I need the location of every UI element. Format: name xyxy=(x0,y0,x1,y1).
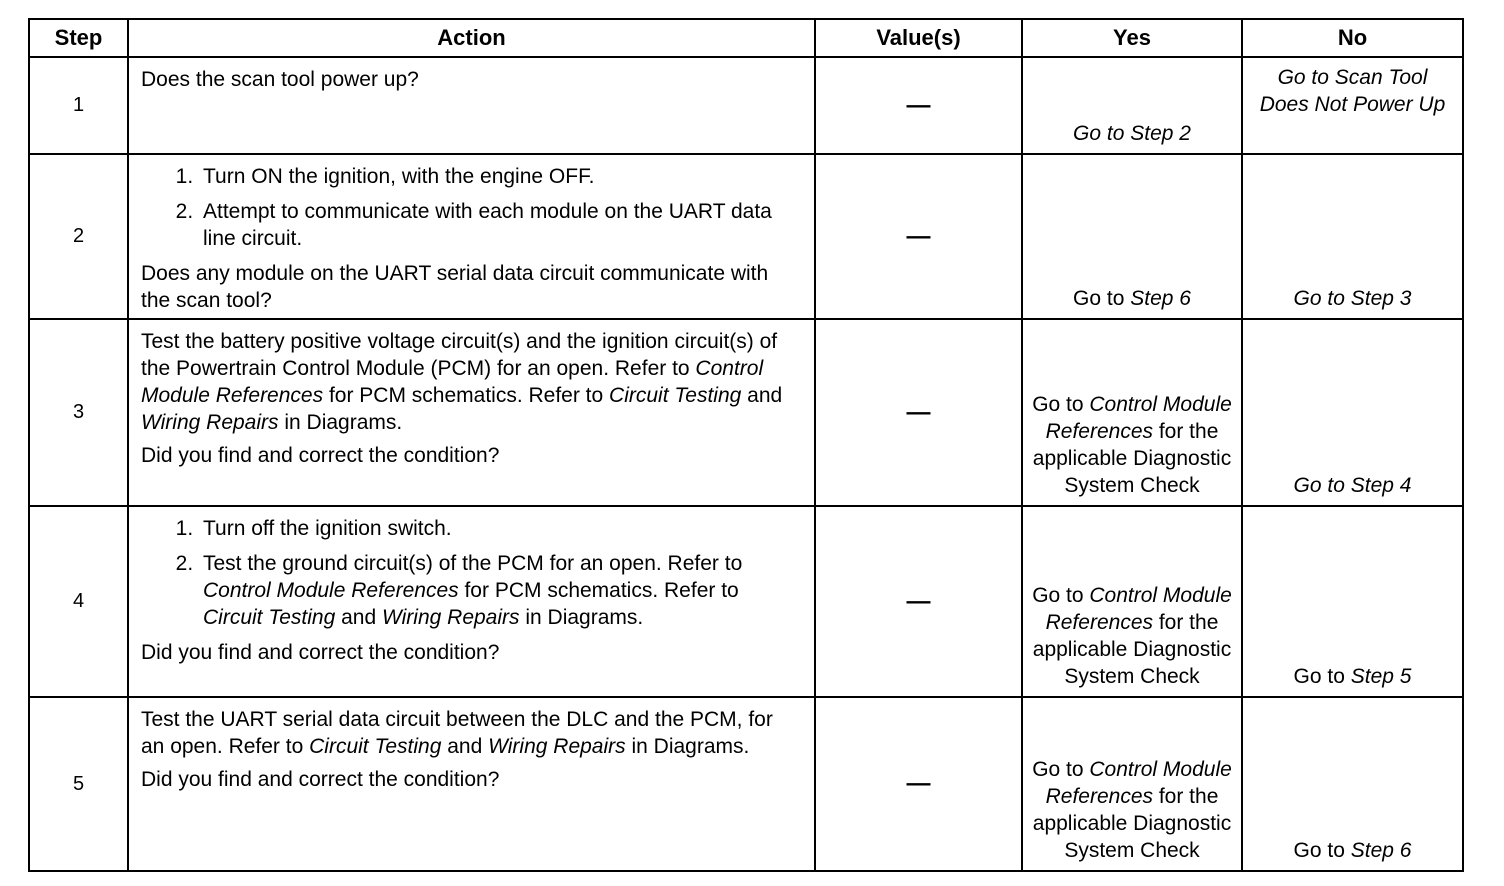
reference-link[interactable]: Circuit Testing xyxy=(309,735,442,758)
instruction-text: Test the UART serial data circuit between the DLC and the PCM, for an open. Refer to xyxy=(141,708,773,758)
action-steps xyxy=(141,163,802,252)
action-steps xyxy=(141,515,802,631)
action-step-item xyxy=(199,550,802,631)
action-step-item: 1. Turn off the ignition switch. xyxy=(199,515,802,542)
instruction-text: Test the ground circuit(s) of the PCM for an open. Refer to xyxy=(203,552,743,575)
instruction-text: and xyxy=(335,606,382,629)
reference-link[interactable]: Circuit Testing xyxy=(609,384,742,407)
step-number: 2 xyxy=(29,154,128,319)
no-link[interactable]: Step 6 xyxy=(1350,839,1412,862)
yes-link[interactable]: Control Module References xyxy=(1045,758,1232,808)
table-row xyxy=(29,506,1463,697)
yes-link[interactable]: Control Module References xyxy=(1045,584,1232,634)
action-cell xyxy=(128,57,815,154)
reference-link[interactable]: Control Module References xyxy=(203,579,459,602)
action-cell xyxy=(128,697,815,871)
step-number: 1 xyxy=(29,57,128,154)
header-action: Action xyxy=(128,19,815,57)
instruction-text: and xyxy=(441,735,489,758)
value-cell: — xyxy=(815,506,1022,697)
no-cell xyxy=(1242,506,1463,697)
no-prefix: Go to xyxy=(1293,665,1351,688)
action-cell xyxy=(128,506,815,697)
table-row xyxy=(29,57,1463,154)
yes-link[interactable]: Go to Step 2 xyxy=(1073,122,1191,145)
reference-link[interactable]: Wiring Repairs xyxy=(488,735,626,758)
yes-suffix: for the applicable Diagnostic System Check xyxy=(1032,611,1232,688)
value-cell: — xyxy=(815,319,1022,506)
step-number: 4 xyxy=(29,506,128,697)
no-link[interactable]: Step 5 xyxy=(1350,665,1412,688)
no-prefix: Go to xyxy=(1293,839,1351,862)
action-cell xyxy=(128,319,815,506)
header-row xyxy=(29,19,1463,57)
instruction-text: for PCM schematics. Refer to xyxy=(458,579,739,602)
diagnostic-table xyxy=(28,18,1464,872)
yes-link[interactable]: Step 6 xyxy=(1130,287,1191,310)
step-number: 3 xyxy=(29,319,128,506)
action-step-item: 1. Turn ON the ignition, with the engine OFF. xyxy=(199,163,802,190)
yes-cell xyxy=(1022,319,1242,506)
yes-suffix: for the applicable Diagnostic System Check xyxy=(1032,785,1232,862)
value-cell: — xyxy=(815,697,1022,871)
action-question: Did you find and correct the condition? xyxy=(141,641,500,664)
instruction-text: for PCM schematics. Refer to xyxy=(323,384,610,407)
action-instruction xyxy=(141,706,802,760)
action-step-item: 2. Attempt to communicate with each module on the UART data line circuit. xyxy=(199,198,802,252)
instruction-text: in Diagrams. xyxy=(625,735,750,758)
reference-link[interactable]: Control Module References xyxy=(141,357,764,407)
reference-link[interactable]: Wiring Repairs xyxy=(141,411,279,434)
table-row xyxy=(29,154,1463,319)
no-cell xyxy=(1242,154,1463,319)
instruction-text: in Diagrams. xyxy=(519,606,644,629)
action-question: Does the scan tool power up? xyxy=(141,68,419,91)
header-step: Step xyxy=(29,19,128,57)
yes-cell xyxy=(1022,506,1242,697)
yes-link[interactable]: Control Module References xyxy=(1045,393,1232,443)
value-cell: — xyxy=(815,154,1022,319)
header-values: Value(s) xyxy=(815,19,1022,57)
yes-prefix: Go to xyxy=(1073,287,1131,310)
reference-link[interactable]: Circuit Testing xyxy=(203,606,336,629)
yes-prefix: Go to xyxy=(1032,393,1090,416)
action-cell xyxy=(128,154,815,319)
instruction-text: in Diagrams. xyxy=(278,411,403,434)
no-link[interactable]: Go to Scan Tool Does Not Power Up xyxy=(1259,66,1446,116)
table-row xyxy=(29,319,1463,506)
no-cell xyxy=(1242,319,1463,506)
action-instruction xyxy=(141,328,802,436)
instruction-text: and xyxy=(741,384,783,407)
yes-prefix: Go to xyxy=(1032,584,1090,607)
yes-cell xyxy=(1022,697,1242,871)
action-question: Did you find and correct the condition? xyxy=(141,768,500,791)
no-link[interactable]: Go to Step 3 xyxy=(1293,287,1412,310)
step-number: 5 xyxy=(29,697,128,871)
yes-prefix: Go to xyxy=(1032,758,1090,781)
no-link[interactable]: Go to Step 4 xyxy=(1293,474,1412,497)
header-yes: Yes xyxy=(1022,19,1242,57)
action-question: Does any module on the UART serial data circuit communicate with the scan tool? xyxy=(141,262,769,312)
table-row xyxy=(29,697,1463,871)
header-no: No xyxy=(1242,19,1463,57)
yes-cell xyxy=(1022,57,1242,154)
action-question: Did you find and correct the condition? xyxy=(141,444,500,467)
no-cell xyxy=(1242,697,1463,871)
value-cell: — xyxy=(815,57,1022,154)
yes-cell xyxy=(1022,154,1242,319)
no-cell xyxy=(1242,57,1463,154)
reference-link[interactable]: Wiring Repairs xyxy=(382,606,520,629)
instruction-text: Test the battery positive voltage circuit(s) and the ignition circuit(s) of the Powertrain Control Module (PCM) for an open. Refer to xyxy=(141,330,778,380)
yes-suffix: for the applicable Diagnostic System Check xyxy=(1032,420,1232,497)
